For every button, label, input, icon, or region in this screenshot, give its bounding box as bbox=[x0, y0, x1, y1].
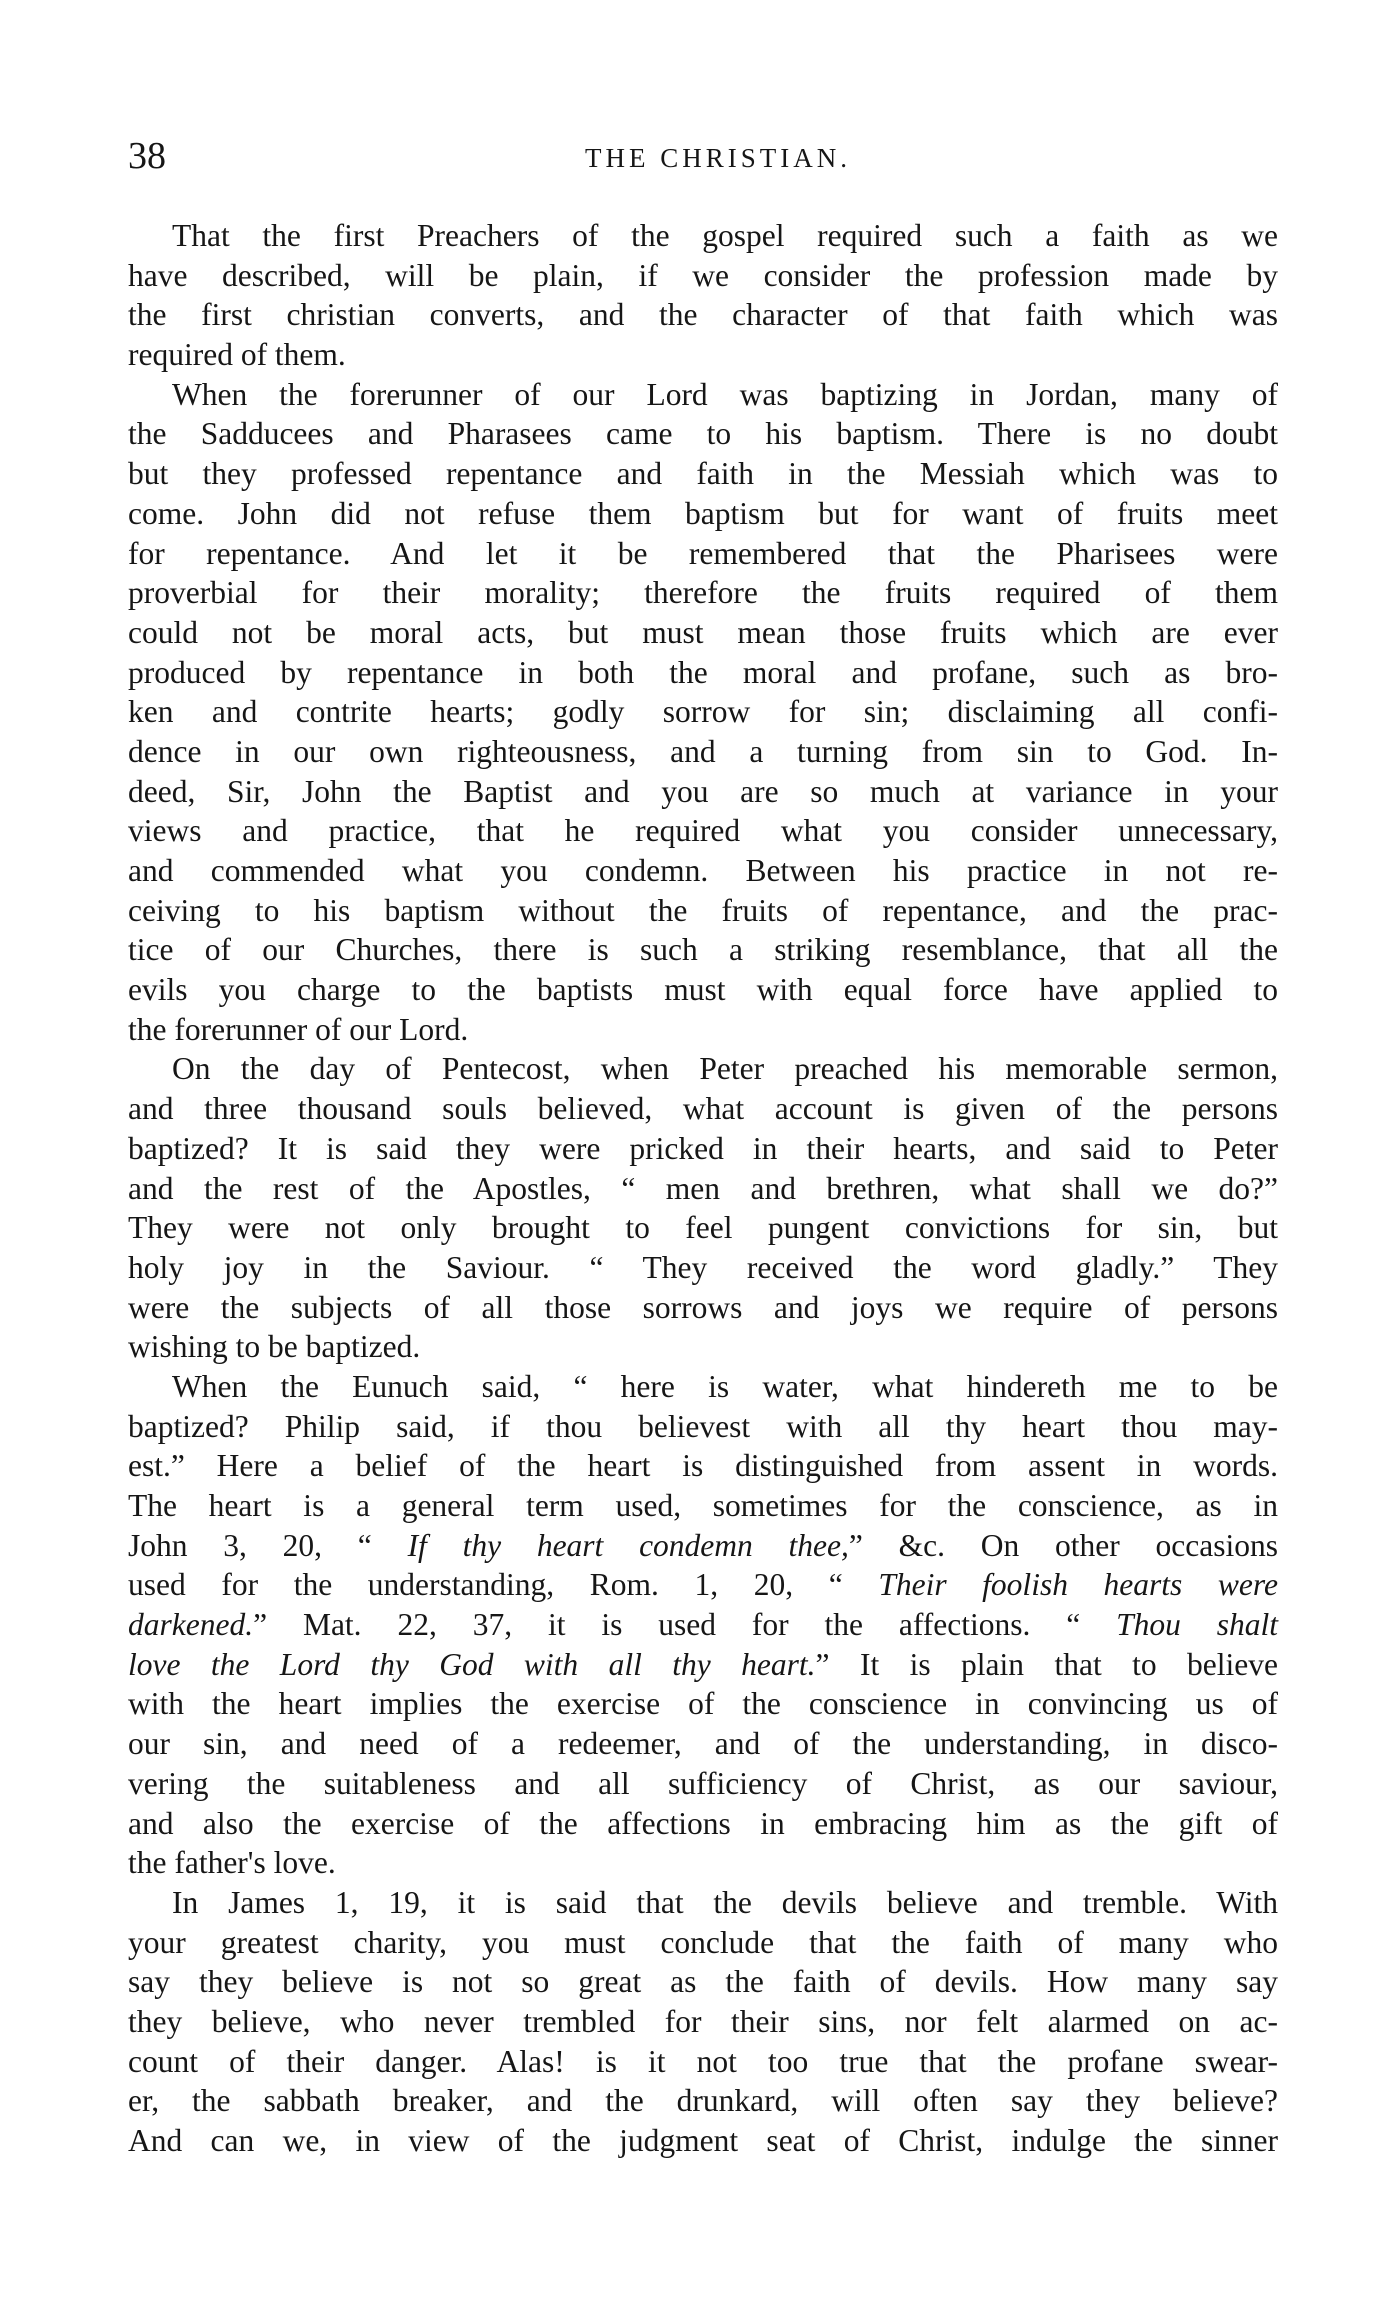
text-line: but they professed repentance and faith in the Messiah which was to bbox=[128, 456, 1278, 492]
running-head bbox=[128, 132, 1278, 180]
paragraph bbox=[128, 1883, 1278, 2161]
text-line: with the heart implies the exercise of the conscience in convincing us of bbox=[128, 1686, 1278, 1722]
text-line: proverbial for their morality; therefore the fruits required of them bbox=[128, 575, 1278, 611]
text-line: er, the sabbath breaker, and the drunkard, will often say they believe? bbox=[128, 2083, 1278, 2119]
text-line: the Sadducees and Pharasees came to his baptism. There is no doubt bbox=[128, 416, 1278, 452]
text-line: ceiving to his baptism without the fruits of repentance, and the prac- bbox=[128, 892, 1278, 928]
text-line: dence in our own righteousness, and a turning from sin to God. In- bbox=[128, 733, 1278, 769]
text-line: our sin, and need of a redeemer, and of the understanding, in disco- bbox=[128, 1726, 1278, 1762]
text-line: darkened.” Mat. 22, 37, it is used for the affections. “ Thou shalt bbox=[128, 1607, 1278, 1643]
text-line: and commended what you condemn. Between his practice in not re- bbox=[128, 853, 1278, 888]
body-text bbox=[128, 216, 1278, 2161]
text-line: your greatest charity, you must conclude that the faith of many who bbox=[128, 1924, 1278, 1960]
page-number: 38 bbox=[128, 135, 166, 177]
text-line: could not be moral acts, but must mean those fruits which are ever bbox=[128, 614, 1278, 650]
text-line: The heart is a general term used, sometimes for the conscience, as in bbox=[128, 1488, 1278, 1523]
text-line: est.” Here a belief of the heart is distinguished from assent in words. bbox=[128, 1448, 1278, 1484]
text-line: for repentance. And let it be remembered that the Pharisees were bbox=[128, 535, 1278, 571]
text-line: And can we, in view of the judgment seat of Christ, indulge the sinner bbox=[128, 2123, 1278, 2158]
text-line: When the Eunuch said, “ here is water, what hindereth me to be bbox=[172, 1368, 1278, 1404]
text-line: count of their danger. Alas! is it not too true that the profane swear- bbox=[128, 2043, 1278, 2079]
text-line: baptized? It is said they were pricked in their hearts, and said to Peter bbox=[128, 1130, 1278, 1166]
text-line: On the day of Pentecost, when Peter preached his memorable sermon, bbox=[172, 1051, 1278, 1087]
text-line: they believe, who never trembled for their sins, nor felt alarmed on ac- bbox=[128, 2003, 1278, 2039]
text-line: holy joy in the Saviour. “ They received the word gladly.” They bbox=[128, 1249, 1278, 1285]
text-line: evils you charge to the baptists must with equal force have applied to bbox=[128, 972, 1278, 1008]
text-line: They were not only brought to feel pungent convictions for sin, but bbox=[128, 1210, 1278, 1246]
text-line: the first christian converts, and the character of that faith which was bbox=[128, 297, 1278, 333]
text-line: deed, Sir, John the Baptist and you are so much at variance in your bbox=[128, 773, 1278, 809]
text-line: the father's love. bbox=[128, 1845, 336, 1881]
text-line: views and practice, that he required what you consider unnecessary, bbox=[128, 813, 1278, 849]
text-line: required of them. bbox=[128, 337, 346, 373]
text-line: That the first Preachers of the gospel required such a faith as we bbox=[172, 218, 1278, 253]
text-line: come. John did not refuse them baptism but for want of fruits meet bbox=[128, 495, 1278, 531]
text-line: baptized? Philip said, if thou believest with all thy heart thou may- bbox=[128, 1408, 1278, 1444]
text-line: tice of our Churches, there is such a striking resemblance, that all the bbox=[128, 932, 1278, 968]
paragraph bbox=[128, 1049, 1278, 1367]
text-line: produced by repentance in both the moral and profane, such as bro- bbox=[128, 654, 1278, 690]
text-line: used for the understanding, Rom. 1, 20, “ Their foolish hearts were bbox=[128, 1567, 1278, 1603]
text-line: and the rest of the Apostles, “ men and brethren, what shall we do?” bbox=[128, 1170, 1278, 1206]
paragraph bbox=[128, 1367, 1278, 1883]
running-title: THE CHRISTIAN. bbox=[585, 143, 851, 173]
paragraph bbox=[128, 216, 1278, 375]
text-line: the forerunner of our Lord. bbox=[128, 1011, 469, 1047]
text-line: In James 1, 19, it is said that the devils believe and tremble. With bbox=[172, 1884, 1278, 1920]
text-line: and also the exercise of the affections in embracing him as the gift of bbox=[128, 1805, 1278, 1841]
text-line: say they believe is not so great as the faith of devils. How many say bbox=[128, 1964, 1278, 2000]
paragraph bbox=[128, 375, 1278, 1050]
text-line: were the subjects of all those sorrows and joys we require of persons bbox=[128, 1289, 1278, 1325]
text-line: When the forerunner of our Lord was baptizing in Jordan, many of bbox=[172, 376, 1278, 412]
text-line: John 3, 20, “ If thy heart condemn thee,” &c. On other occasions bbox=[128, 1527, 1278, 1563]
text-line: and three thousand souls believed, what account is given of the persons bbox=[128, 1091, 1278, 1127]
text-line: have described, will be plain, if we consider the profession made by bbox=[128, 257, 1278, 293]
text-line: vering the suitableness and all sufficiency of Christ, as our saviour, bbox=[128, 1765, 1278, 1801]
text-line: wishing to be baptized. bbox=[128, 1329, 421, 1365]
text-line: love the Lord thy God with all thy heart.” It is plain that to believe bbox=[128, 1646, 1278, 1682]
text-line: ken and contrite hearts; godly sorrow for sin; disclaiming all confi- bbox=[128, 694, 1278, 730]
